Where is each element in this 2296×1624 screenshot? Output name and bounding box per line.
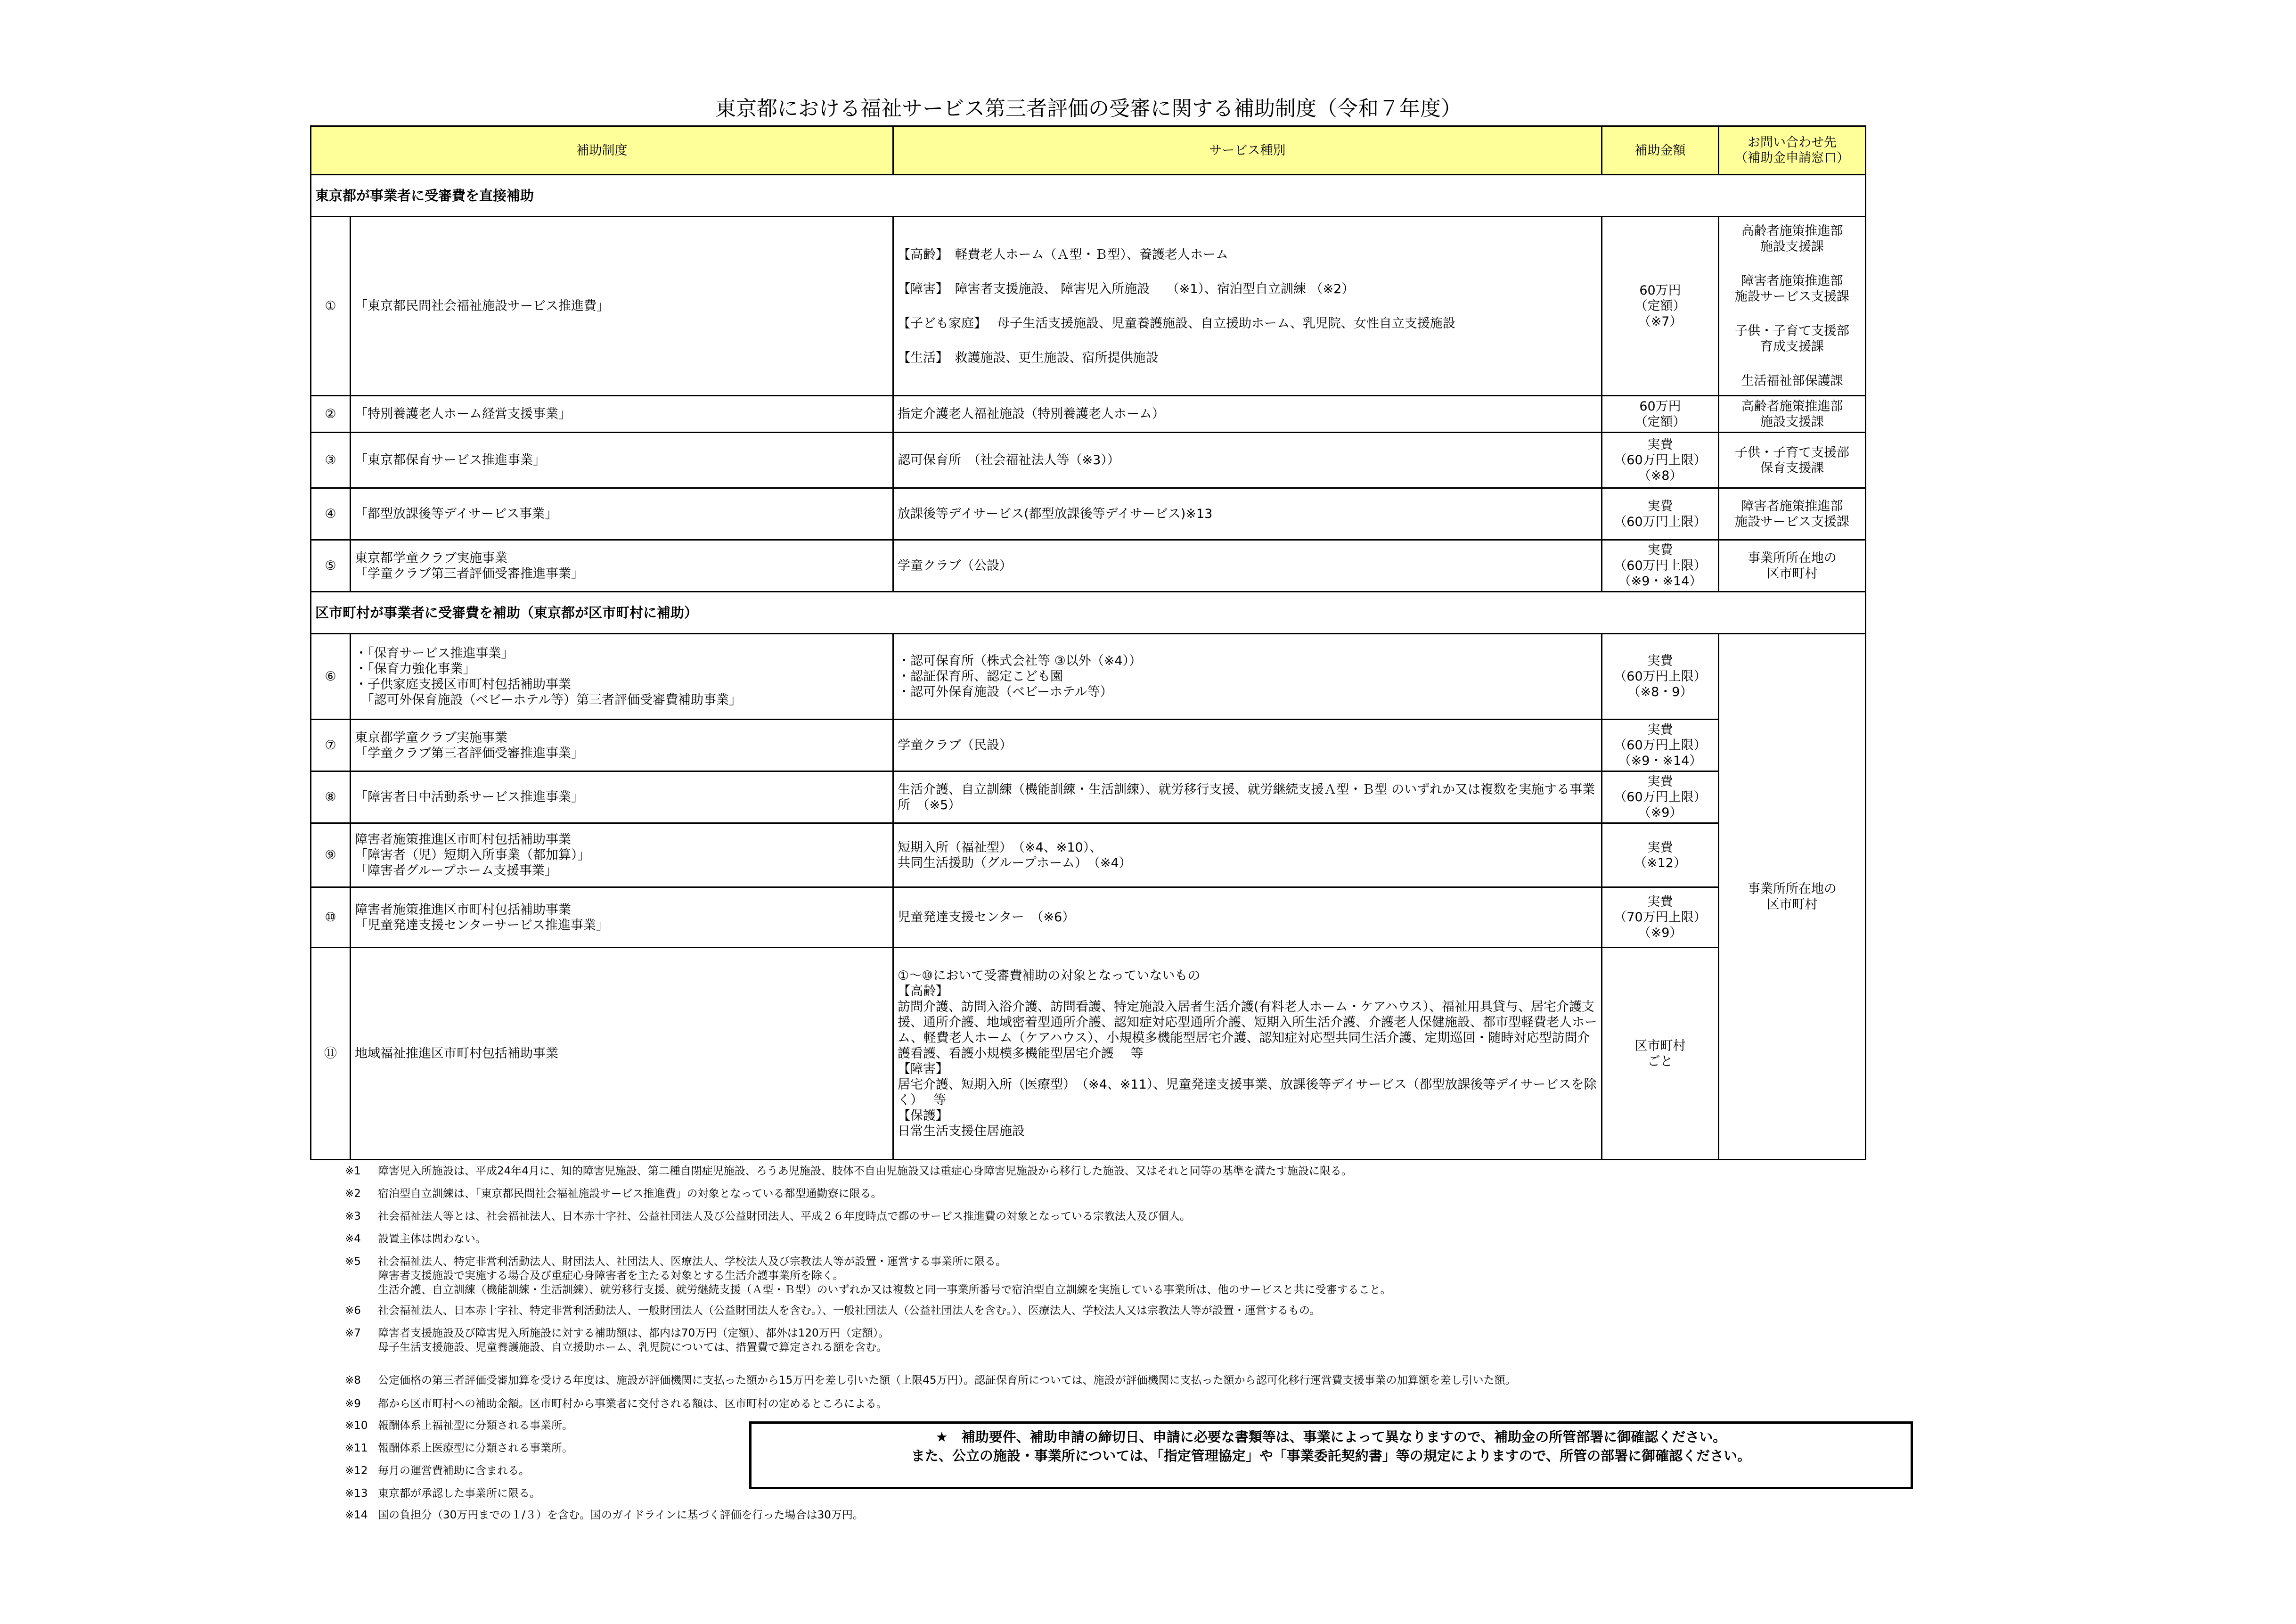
footnote-text: 社会福祉法人等とは、社会福祉法人、日本赤十字社、公益社団法人及び公益財団法人、平成２６年度時点で都のサービス推進費の対象となっている宗教法人及び個人。: [378, 1210, 1191, 1222]
amount-line: （60万円上限）: [1614, 669, 1707, 684]
amount-line: 実費: [1647, 894, 1673, 909]
contact-line: 施設サービス支援課: [1735, 514, 1849, 529]
system-line: 「東京都保育サービス推進事業」: [355, 453, 546, 468]
system-cell: [351, 540, 893, 592]
notice-box: [749, 1421, 1913, 1489]
footnote-text: 設置主体は問わない。: [378, 1233, 486, 1245]
system-line: 「障害者日中活動系サービス推進事業」: [355, 790, 584, 804]
service-line: 【生活】 救護施設、更生施設、宿所提供施設: [898, 350, 1159, 365]
service-cell: [893, 488, 1602, 540]
service-line: 指定介護老人福祉施設（特別養護老人ホーム）: [898, 407, 1165, 421]
amount-cell: [1602, 634, 1719, 720]
table-row: [311, 433, 1866, 488]
table-row: [311, 823, 1866, 887]
footnote-text: 障害者支援施設及び障害児入所施設に対する補助額は、都内は70万円（定額）、都外は120万円（定額）。: [378, 1327, 890, 1339]
contact-cell: [1719, 540, 1866, 592]
amount-cell: [1602, 771, 1719, 823]
system-cell: [351, 720, 893, 771]
system-line: 「都型放課後等デイサービス事業」: [355, 507, 558, 521]
service-line: ①～⑩において受審費補助の対象となっていないもの: [898, 968, 1201, 983]
footnote-text: 国の負担分（30万円までの１/３）を含む。国のガイドラインに基づく評価を行った場合は30万円。: [378, 1509, 864, 1521]
footnote-text: 毎月の運営費補助に含まれる。: [378, 1465, 530, 1477]
amount-line: 実費: [1647, 543, 1673, 558]
notice-line: また、公立の施設・事業所については、「指定管理協定」や「事業委託契約書」等の規定によりますので、所管の部署に御確認ください。: [911, 1448, 1751, 1464]
amount-line: 実費: [1647, 499, 1673, 514]
amount-cell: [1602, 217, 1719, 396]
section-row: [311, 592, 1866, 634]
service-line: ・認可保育所（株式会社等 ③以外（※4））: [898, 654, 1142, 668]
header-cell: サービス種別: [893, 126, 1602, 175]
system-line: 東京都学童クラブ実施事業: [355, 730, 507, 745]
table-row: [311, 540, 1866, 592]
service-line: ・認可外保育施設（ベビーホテル等）: [898, 685, 1113, 699]
service-cell: [893, 887, 1602, 948]
header-cell: [1719, 126, 1866, 175]
service-line: 居宅介護、短期入所（医療型） （※4、※11）、児童発達支援事業、放課後等デイサービス（都型放課後等デイサービスを除く） 等: [898, 1077, 1597, 1107]
contact-line: 子供・子育て支援部: [1735, 445, 1849, 460]
service-cell: [893, 771, 1602, 823]
table-row: [311, 720, 1866, 771]
footnote-text: 社会福祉法人、日本赤十字社、特定非営利活動法人、一般財団法人（公益財団法人を含む。）、一般社団法人（公益社団法人を含む。）、医療法人、学校法人又は宗教法人等が設置・運営するもの。: [378, 1304, 1321, 1317]
service-line: 学童クラブ（公設）: [898, 558, 1012, 573]
contact-line: 区市町村: [1766, 897, 1818, 912]
service-line: 共同生活援助（グループホーム） （※4）: [898, 855, 1132, 870]
row-number: ⑤: [311, 540, 351, 592]
system-line: 「学童クラブ第三者評価受審推進事業」: [355, 566, 584, 581]
footnote-text: 障害児入所施設は、平成24年4月に、知的障害児施設、第二種自閉症児施設、ろうあ児施設、肢体不自由児施設又は重症心身障害児施設から移行した施設、又はそれと同等の基準を満たす施設に限る。: [378, 1165, 1352, 1177]
contact-cell: [1719, 217, 1866, 396]
amount-line: （60万円上限）: [1614, 453, 1707, 468]
system-line: 地域福祉推進区市町村包括補助事業: [355, 1046, 558, 1061]
footnote-key: ※2: [345, 1188, 361, 1200]
row-number: ⑧: [311, 771, 351, 823]
system-line: 「障害者（児）短期入所事業（都加算）」: [355, 848, 590, 862]
row-number: ⑪: [311, 948, 351, 1160]
row-number: ③: [311, 433, 351, 488]
system-cell: [351, 634, 893, 720]
amount-line: 実費: [1647, 774, 1673, 789]
amount-line: （※8）: [1638, 468, 1683, 483]
contact-line: 高齢者施策推進部: [1741, 224, 1843, 238]
amount-line: （60万円上限）: [1614, 514, 1707, 529]
contact-cell: [1719, 396, 1866, 433]
system-cell: [351, 433, 893, 488]
service-line: 【障害】: [898, 1062, 948, 1076]
amount-line: （60万円上限）: [1614, 790, 1707, 804]
service-cell: [893, 948, 1602, 1160]
table-row: [311, 887, 1866, 948]
system-line: 「学童クラブ第三者評価受審推進事業」: [355, 746, 584, 761]
amount-line: （60万円上限）: [1614, 558, 1707, 573]
footnote-key: ※12: [345, 1465, 368, 1477]
amount-cell: [1602, 887, 1719, 948]
row-number: ⑦: [311, 720, 351, 771]
contact-line: 子供・子育て支援部: [1735, 324, 1849, 338]
header-cell: 補助制度: [311, 126, 893, 175]
footnote-key: ※8: [345, 1374, 361, 1386]
footnote: [345, 1326, 889, 1354]
service-cell: [893, 720, 1602, 771]
footnote-key: ※6: [345, 1304, 361, 1317]
row-number: ⑨: [311, 823, 351, 887]
footnote: [345, 1187, 882, 1201]
contact-line: 区市町村: [1766, 566, 1818, 581]
system-cell: [351, 488, 893, 540]
footnote-text: 報酬体系上福祉型に分類される事業所。: [378, 1419, 573, 1432]
footnote: [345, 1464, 530, 1478]
row-number: ②: [311, 396, 351, 433]
footnote-key: ※1: [345, 1165, 361, 1177]
amount-line: （※9）: [1638, 926, 1683, 940]
footnote-text: 社会福祉法人、特定非営利活動法人、財団法人、社団法人、医療法人、学校法人及び宗教法人等が設置・運営する事業所に限る。: [378, 1255, 1006, 1268]
system-cell: [351, 396, 893, 433]
footnote-text: 報酬体系上医療型に分類される事業所。: [378, 1442, 573, 1454]
footnote-text: 都から区市町村への補助金額。区市町村から事業者に交付される額は、区市町村の定めるところによる。: [378, 1398, 887, 1410]
row-number: ⑩: [311, 887, 351, 948]
table-row: [311, 771, 1866, 823]
footnote: [345, 1419, 573, 1433]
contact-line: 施設サービス支援課: [1735, 289, 1849, 304]
system-cell: [351, 217, 893, 396]
amount-line: （※7）: [1638, 314, 1683, 329]
service-line: 児童発達支援センター （※6）: [898, 910, 1075, 925]
service-line: 認可保育所 （社会福祉法人等（※3））: [898, 453, 1120, 468]
contact-line: 障害者施策推進部: [1741, 499, 1843, 514]
system-cell: [351, 948, 893, 1160]
footnote-key: ※3: [345, 1210, 361, 1222]
amount-cell: [1602, 823, 1719, 887]
service-line: 日常生活支援住居施設: [898, 1124, 1025, 1139]
service-line: 訪問介護、訪問入浴介護、訪問看護、特定施設入居者生活介護(有料老人ホーム・ケアハウス）、福祉用具貸与、居宅介護支援、通所介護、地域密着型通所介護、認知症対応型通所介護、短期入所生活介護、介護老人保健施設、都市型軽費老人ホーム、軽費老人ホーム（ケアハウス）、小規模多機能型居宅介護、認知症対応型共同生活介護、定期巡回・随時対応型訪問介護看護、看護小規模多機能型居宅介護 等: [898, 1000, 1597, 1061]
amount-line: （定額）: [1634, 299, 1686, 313]
table-row: [311, 948, 1866, 1160]
amount-line: （定額）: [1634, 414, 1686, 429]
system-line: ・「保育力強化事業」: [355, 661, 476, 676]
footnote-key: ※7: [345, 1327, 361, 1339]
contact-line: 障害者施策推進部: [1741, 274, 1843, 288]
system-line: 東京都学童クラブ実施事業: [355, 550, 507, 566]
footnote: [345, 1486, 540, 1501]
service-line: 【高齢】: [898, 984, 948, 999]
row-number: ⑥: [311, 634, 351, 720]
footnote-text: 東京都が承認した事業所に限る。: [378, 1487, 540, 1500]
system-line: 障害者施策推進区市町村包括補助事業: [355, 832, 571, 847]
table-row: [311, 396, 1866, 433]
amount-cell: [1602, 720, 1719, 771]
service-line: 短期入所（福祉型） （※4、※10）、: [898, 840, 1103, 855]
contact-cell: [1719, 433, 1866, 488]
amount-line: 区市町村: [1634, 1038, 1686, 1053]
contact-line: 育成支援課: [1760, 339, 1824, 354]
service-line: 【障害】 障害者支援施設、 障害児入所施設 （※1）、宿泊型自立訓練 （※2）: [898, 281, 1355, 296]
system-cell: [351, 771, 893, 823]
amount-line: 実費: [1647, 437, 1673, 452]
amount-line: （※12）: [1634, 855, 1686, 870]
header-cell: 補助金額: [1602, 126, 1719, 175]
row-number: ④: [311, 488, 351, 540]
footnote: [345, 1209, 1191, 1223]
amount-line: ごと: [1647, 1054, 1673, 1069]
section-row: [311, 175, 1866, 217]
footnote-key: ※4: [345, 1233, 361, 1245]
service-line: 【保護】: [898, 1108, 948, 1123]
service-line: ・認証保育所、認定こども園: [898, 669, 1063, 684]
footnote-text: 母子生活支援施設、児童養護施設、自立援助ホーム、乳児院については、措置費で算定される額を含む。: [378, 1341, 888, 1353]
footnote-text: 生活介護、自立訓練（機能訓練・生活訓練）、就労移行支援、就労継続支援（Ａ型・Ｂ型）のいずれか又は複数と同一事業所番号で宿泊型自立訓練を実施している事業所は、他のサービスと共に受審すること。: [378, 1284, 1391, 1296]
table-row: [311, 488, 1866, 540]
footnote-key: ※5: [345, 1255, 361, 1268]
system-cell: [351, 823, 893, 887]
amount-line: （※9）: [1638, 805, 1683, 820]
contact-line: 保育支援課: [1760, 460, 1824, 476]
subsidy-table: [310, 125, 1866, 1160]
amount-line: 60万円: [1639, 399, 1681, 414]
amount-cell: [1602, 540, 1719, 592]
footnote-key: ※14: [345, 1509, 368, 1521]
service-line: 放課後等デイサービス(都型放課後等デイサービス)※13: [898, 507, 1213, 521]
amount-line: （70万円上限）: [1614, 910, 1707, 925]
footnote-text: 宿泊型自立訓練は、「東京都民間社会福祉施設サービス推進費」の対象となっている都型通勤寮に限る。: [378, 1188, 882, 1200]
service-line: 【高齢】 軽費老人ホーム（Ａ型・Ｂ型）、養護老人ホーム: [898, 247, 1228, 262]
service-line: 生活介護、自立訓練（機能訓練・生活訓練）、就労移行支援、就労継続支援Ａ型・Ｂ型 のいずれか又は複数を実施する事業所 （※5）: [898, 782, 1595, 812]
system-line: ・子供家庭支援区市町村包括補助事業: [355, 677, 571, 692]
amount-cell: [1602, 948, 1719, 1160]
service-cell: [893, 217, 1602, 396]
header-cell-line: （補助金申請窓口）: [1735, 151, 1849, 165]
footnote: [345, 1508, 864, 1522]
contact-line: 施設支援課: [1760, 239, 1824, 254]
system-line: 「特別養護老人ホーム経営支援事業」: [355, 407, 571, 421]
system-line: 「障害者グループホーム支援事業」: [355, 863, 557, 878]
amount-line: （※9・※14）: [1618, 574, 1702, 589]
contact-line: 高齢者施策推進部: [1741, 399, 1843, 414]
notice-line: ★ 補助要件、補助申請の締切日、申請に必要な書類等は、事業によって異なりますので、補助金の所管部署に御確認ください。: [935, 1429, 1727, 1445]
amount-line: （60万円上限）: [1614, 738, 1707, 753]
amount-line: 実費: [1647, 840, 1673, 855]
footnote-key: ※13: [345, 1487, 368, 1500]
system-line: 障害者施策推進区市町村包括補助事業: [355, 902, 571, 917]
table-row: [311, 634, 1866, 720]
amount-line: 60万円: [1639, 283, 1681, 298]
amount-line: （※9・※14）: [1618, 754, 1702, 768]
system-line: ・「保育サービス推進事業」: [355, 646, 514, 661]
contact-line: 生活福祉部保護課: [1741, 374, 1843, 388]
amount-line: （※8・9）: [1627, 685, 1693, 699]
service-cell: [893, 396, 1602, 433]
system-line: 「児童発達支援センターサービス推進事業」: [355, 918, 609, 933]
footnote-key: ※10: [345, 1419, 368, 1432]
service-cell: [893, 433, 1602, 488]
amount-line: 実費: [1647, 722, 1673, 737]
footnote-key: ※11: [345, 1442, 368, 1454]
system-line: 「認可外保育施設（ベビーホテル等）第三者評価受審費補助事業」: [355, 692, 742, 707]
page-title: 東京都における福祉サービス第三者評価の受審に関する補助制度（令和７年度）: [715, 97, 1462, 121]
footnote-text: 障害者支援施設で実施する場合及び重症心身障害者を主たる対象とする生活介護事業所を除く。: [378, 1270, 844, 1282]
footnote: [345, 1441, 573, 1455]
footnote-text: 公定価格の第三者評価受審加算を受ける年度は、施設が評価機関に支払った額から15万円を差し引いた額（上限45万円）。認証保育所については、施設が評価機関に支払った額から認可化移行運営費支援事業の加算額を差し引いた額。: [378, 1374, 1516, 1386]
service-cell: [893, 823, 1602, 887]
footnote: [345, 1373, 1516, 1387]
footnote: [345, 1255, 1391, 1297]
service-cell: [893, 634, 1602, 720]
footnote: [345, 1164, 1352, 1178]
service-line: 学童クラブ（民設）: [898, 738, 1012, 753]
footnote: [345, 1304, 1320, 1318]
amount-cell: [1602, 433, 1719, 488]
amount-line: 実費: [1647, 654, 1673, 668]
service-line: 【子ども家庭】 母子生活支援施設、児童養護施設、自立援助ホーム、乳児院、女性自立支援施設: [898, 316, 1455, 331]
header-cell-line: お問い合わせ先: [1748, 135, 1837, 150]
table-row: [311, 217, 1866, 396]
contact-line: 事業所所在地の: [1748, 881, 1837, 896]
row-number: ①: [311, 217, 351, 396]
section-label: 東京都が事業者に受審費を直接補助: [311, 175, 1866, 217]
service-cell: [893, 540, 1602, 592]
footnote: [345, 1397, 887, 1411]
contact-line: 施設支援課: [1760, 414, 1824, 429]
system-cell: [351, 887, 893, 948]
amount-cell: [1602, 396, 1719, 433]
contact-cell-shared: [1719, 634, 1866, 1160]
contact-line: 事業所所在地の: [1748, 550, 1837, 566]
amount-cell: [1602, 488, 1719, 540]
contact-cell: [1719, 488, 1866, 540]
footnote: [345, 1232, 486, 1246]
table-header: [311, 126, 1866, 175]
system-line: 「東京都民間社会福祉施設サービス推進費」: [355, 299, 609, 313]
footnote-key: ※9: [345, 1398, 361, 1410]
section-label: 区市町村が事業者に受審費を補助（東京都が区市町村に補助）: [311, 592, 1866, 634]
